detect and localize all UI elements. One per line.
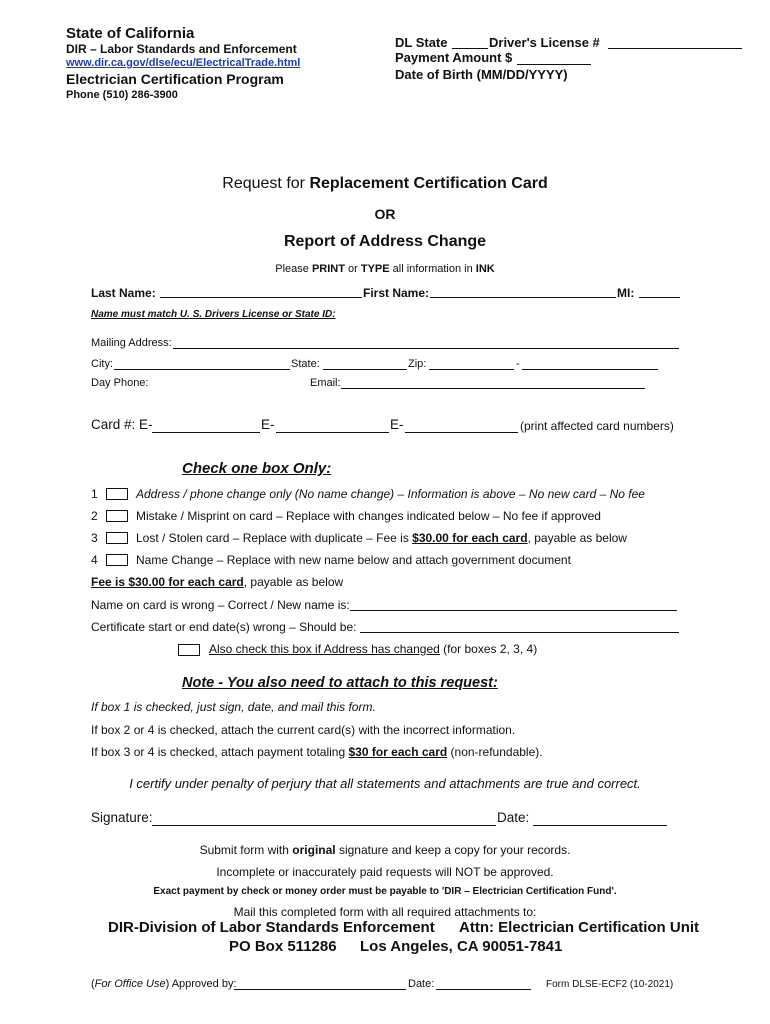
name-match-note: Name must match U. S. Drivers License or State ID:: [91, 309, 336, 320]
fee-line: Fee is $30.00 for each card, payable as below: [91, 575, 344, 589]
option-number: 2: [91, 509, 98, 523]
state-heading: State of California: [66, 25, 195, 42]
form-number: Form DLSE-ECF2 (10-2021): [546, 979, 674, 990]
cert-wrong-label: Certificate start or end date(s) wrong – Should be:: [91, 620, 357, 634]
card-number-field-3[interactable]: [405, 432, 518, 433]
option-3-checkbox[interactable]: [106, 532, 128, 544]
dl-state-label: DL State: [395, 35, 448, 50]
address-changed-text: Also check this box if Address has changed (for boxes 2, 3, 4): [209, 642, 538, 656]
address-changed-checkbox[interactable]: [178, 644, 200, 656]
mail-address-po: PO Box 511286: [229, 938, 337, 955]
card-number-note: (print affected card numbers): [520, 419, 674, 433]
option-2-checkbox[interactable]: [106, 510, 128, 522]
mail-address-dept: DIR-Division of Labor Standards Enforcement: [108, 919, 435, 936]
card-number-label: Card #: E-: [91, 417, 153, 432]
new-name-field[interactable]: [350, 610, 677, 611]
note-line-3: If box 3 or 4 is checked, attach payment totaling $30 for each card (non-refundable).: [91, 745, 543, 759]
option-3-text: Lost / Stolen card – Replace with duplicate – Fee is $30.00 for each card, payable as below: [136, 531, 627, 545]
form-subtitle: Report of Address Change: [283, 233, 487, 250]
signature-date-field[interactable]: [533, 825, 667, 826]
signature-date-label: Date:: [497, 810, 530, 825]
office-use-label: (For Office Use) Approved by:: [91, 978, 237, 990]
option-number: 1: [91, 487, 98, 501]
email-field[interactable]: [341, 388, 645, 389]
mail-instruction: Mail this completed form with all required attachments to:: [233, 905, 537, 919]
note-line-1: If box 1 is checked, just sign, date, and mail this form.: [91, 700, 376, 714]
option-number: 3: [91, 531, 98, 545]
last-name-field[interactable]: [160, 297, 362, 298]
mail-address-attn: Attn: Electrician Certification Unit: [459, 919, 700, 936]
email-label: Email:: [310, 377, 341, 389]
city-label: City:: [91, 358, 113, 370]
license-label: Driver's License #: [489, 35, 600, 50]
dob-label: Date of Birth (MM/DD/YYYY): [395, 67, 568, 82]
program-url-link[interactable]: www.dir.ca.gov/dlse/ecu/ElectricalTrade.html: [66, 57, 301, 69]
form-title: Request for Replacement Certification Card: [222, 175, 548, 192]
mailing-field[interactable]: [173, 348, 679, 349]
zip-field[interactable]: [429, 369, 514, 370]
office-date-field[interactable]: [436, 989, 531, 990]
payment-instruction: Exact payment by check or money order must be payable to 'DIR – Electrician Certification Fund'.: [153, 886, 617, 897]
option-4-checkbox[interactable]: [106, 554, 128, 566]
mailing-label: Mailing Address:: [91, 337, 172, 349]
office-date-label: Date:: [408, 978, 435, 990]
certify-statement: I certify under penalty of perjury that all statements and attachments are true and correct.: [129, 776, 641, 791]
license-field[interactable]: [608, 48, 742, 49]
first-name-label: First Name:: [363, 286, 430, 300]
last-name-label: Last Name:: [91, 286, 156, 300]
approved-by-field[interactable]: [234, 989, 406, 990]
dept-name: DIR – Labor Standards and Enforcement: [66, 42, 297, 56]
dl-state-field[interactable]: [452, 48, 488, 49]
or-text: OR: [374, 206, 396, 222]
option-4-text: Name Change – Replace with new name below and attach government document: [136, 553, 571, 567]
submit-instruction: Submit form with original signature and keep a copy for your records.: [199, 843, 571, 857]
zip-dash: -: [516, 358, 520, 370]
card-e2-label: E-: [261, 417, 275, 432]
state-field[interactable]: [323, 369, 407, 370]
mail-address-city: Los Angeles, CA 90051-7841: [360, 938, 563, 955]
card-e3-label: E-: [390, 417, 404, 432]
payment-field[interactable]: [517, 64, 591, 65]
check-one-heading: Check one box Only:: [182, 460, 332, 477]
option-2-text: Mistake / Misprint on card – Replace with changes indicated below – No fee if approved: [136, 509, 601, 523]
state-label: State:: [291, 358, 320, 370]
option-1-checkbox[interactable]: [106, 488, 128, 500]
mi-label: MI:: [617, 286, 635, 300]
incomplete-warning: Incomplete or inaccurately paid requests will NOT be approved.: [216, 865, 554, 879]
phone-number: Phone (510) 286-3900: [66, 89, 178, 101]
zip-label: Zip:: [408, 358, 427, 370]
card-number-field-1[interactable]: [152, 432, 260, 433]
day-phone-label: Day Phone:: [91, 377, 149, 389]
option-1-text: Address / phone change only (No name change) – Information is above – No new card – No fee: [136, 487, 645, 501]
option-number: 4: [91, 553, 98, 567]
payment-label: Payment Amount $: [395, 50, 513, 65]
zip-ext-field[interactable]: [522, 369, 658, 370]
program-name: Electrician Certification Program: [66, 71, 284, 87]
signature-field[interactable]: [152, 825, 496, 826]
name-wrong-label: Name on card is wrong – Correct / New name is:: [91, 598, 350, 612]
first-name-field[interactable]: [430, 297, 616, 298]
print-instruction: Please PRINT or TYPE all information in INK: [275, 263, 495, 275]
card-number-field-2[interactable]: [276, 432, 389, 433]
mi-field[interactable]: [639, 297, 680, 298]
signature-label: Signature:: [91, 810, 153, 825]
cert-dates-field[interactable]: [360, 632, 679, 633]
note-line-2: If box 2 or 4 is checked, attach the current card(s) with the incorrect information.: [91, 723, 516, 737]
city-field[interactable]: [114, 369, 290, 370]
note-heading: Note - You also need to attach to this request:: [182, 675, 498, 691]
